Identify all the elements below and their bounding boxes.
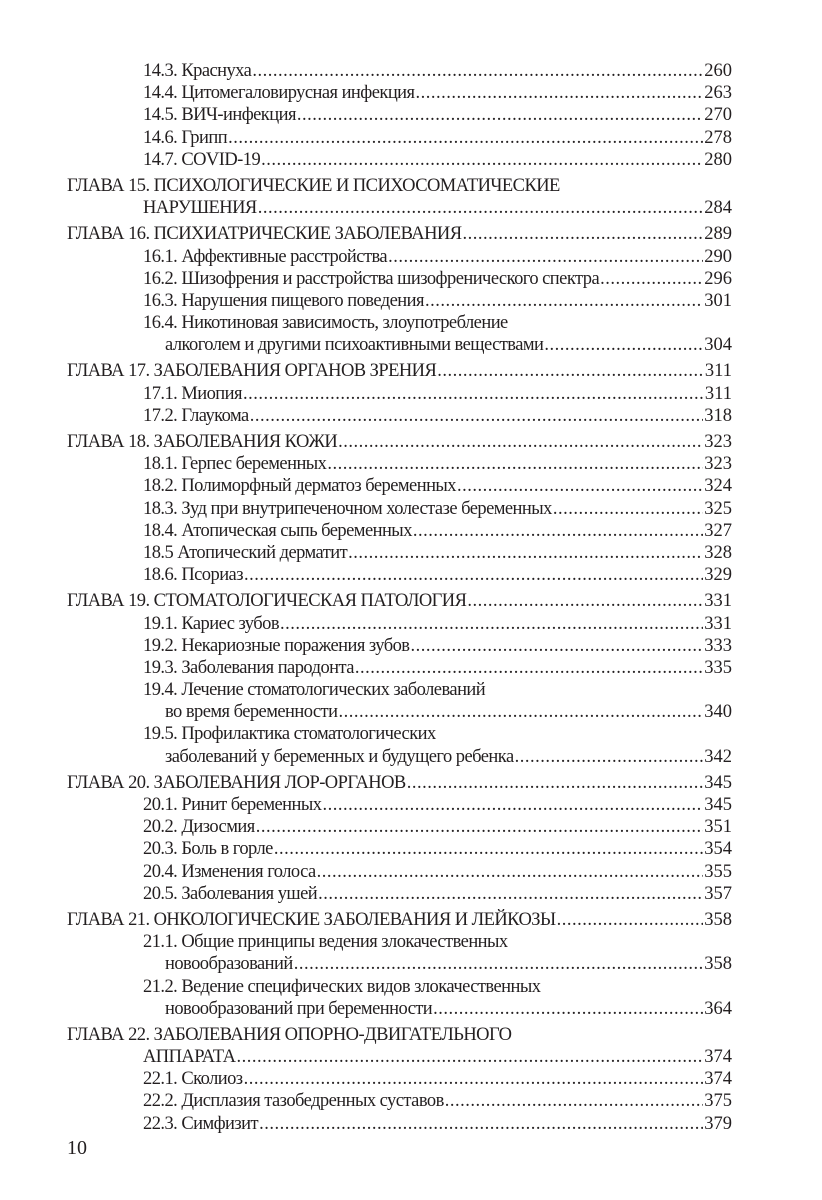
toc-title: 18.1. Герпес беременных: [143, 454, 327, 475]
toc-section-entry[interactable]: [67, 475, 732, 497]
toc-title: 18.5 Атопический дерматит: [143, 542, 348, 563]
dot-leader: [244, 1068, 704, 1090]
toc-chapter-entry[interactable]: [67, 223, 732, 245]
toc-title: 18.3. Зуд при внутрипеченочном холестазе беременных: [143, 498, 552, 519]
toc-page-number: 301: [704, 290, 732, 311]
toc-line: [67, 268, 732, 290]
dot-leader: [388, 246, 703, 268]
toc-line: [67, 564, 732, 586]
toc-page-number: 311: [704, 383, 732, 404]
toc-section-entry[interactable]: [67, 976, 732, 1020]
toc-page-number: 284: [704, 198, 732, 219]
table-of-contents: [67, 60, 732, 1135]
toc-title: 21.1. Общие принципы ведения злокачественных: [143, 932, 508, 953]
dot-leader: [410, 635, 703, 657]
toc-section-entry[interactable]: [67, 723, 732, 767]
toc-page-number: 324: [704, 476, 732, 497]
toc-title: 14.3. Краснуха: [143, 61, 252, 81]
toc-page-number: 358: [704, 954, 732, 975]
toc-title: 22.3. Симфизит: [143, 1113, 259, 1134]
toc-line: [67, 104, 732, 126]
toc-line: [67, 1046, 732, 1068]
toc-page-number: 289: [704, 224, 732, 245]
toc-title: 16.3. Нарушения пищевого поведения: [143, 290, 424, 311]
toc-section-entry[interactable]: [67, 405, 732, 427]
toc-title: 19.4. Лечение стоматологических заболеваний: [143, 680, 486, 701]
toc-title: 21.2. Ведение специфических видов злокачественных: [143, 976, 541, 997]
toc-title: ГЛАВА 17. ЗАБОЛЕВАНИЯ ОРГАНОВ ЗРЕНИЯ: [67, 361, 437, 382]
toc-chapter-entry[interactable]: [67, 772, 732, 794]
dot-leader: [544, 334, 703, 356]
toc-title: 22.1. Сколиоз: [143, 1069, 243, 1090]
dot-leader: [228, 127, 703, 149]
toc-chapter-entry[interactable]: [67, 909, 732, 931]
dot-leader: [261, 149, 703, 171]
toc-section-entry[interactable]: [67, 816, 732, 838]
toc-line-heading: [67, 723, 732, 745]
toc-line: [67, 998, 732, 1020]
dot-leader: [258, 197, 704, 219]
toc-section-entry[interactable]: [67, 883, 732, 905]
toc-line: [67, 909, 732, 931]
dot-leader: [280, 613, 703, 635]
dot-leader: [415, 82, 703, 104]
toc-page-number: 355: [704, 861, 732, 882]
toc-title: 20.3. Боль в горле: [143, 839, 273, 860]
toc-title: 16.4. Никотиновая зависимость, злоупотребление: [143, 313, 508, 334]
toc-line: [67, 360, 732, 382]
toc-page-number: 329: [704, 565, 732, 586]
toc-line: [67, 861, 732, 883]
dot-leader: [236, 1046, 703, 1068]
toc-title: ГЛАВА 20. ЗАБОЛЕВАНИЯ ЛОР-ОРГАНОВ: [67, 772, 406, 793]
toc-title: НАРУШЕНИЯ: [143, 198, 257, 219]
toc-chapter-entry[interactable]: [67, 431, 732, 453]
toc-page-number: 351: [704, 817, 732, 838]
toc-title: заболеваний у беременных и будущего ребенка: [165, 746, 514, 767]
toc-title: 20.4. Изменения голоса: [143, 861, 316, 882]
toc-line: [67, 453, 732, 475]
toc-section-entry[interactable]: [67, 383, 732, 405]
toc-section-entry[interactable]: [67, 82, 732, 104]
toc-title: 14.4. Цитомегаловирусная инфекция: [143, 83, 415, 104]
dot-leader: [457, 475, 703, 497]
toc-page-number: 318: [704, 405, 732, 426]
toc-line: [67, 794, 732, 816]
dot-leader: [250, 405, 704, 427]
toc-section-entry[interactable]: [67, 268, 732, 290]
toc-line: [67, 590, 732, 612]
toc-line: [67, 334, 732, 356]
toc-title: 16.2. Шизофрения и расстройства шизофренического спектра: [143, 268, 600, 289]
dot-leader: [259, 1113, 703, 1135]
toc-section-entry[interactable]: [67, 246, 732, 268]
dot-leader: [413, 520, 703, 542]
toc-line: [67, 383, 732, 405]
toc-line: [67, 127, 732, 149]
toc-line: [67, 223, 732, 245]
toc-line: [67, 475, 732, 497]
dot-leader: [407, 772, 704, 794]
toc-line-heading: [67, 679, 732, 701]
toc-title: 19.5. Профилактика стоматологических: [143, 724, 436, 745]
toc-section-entry[interactable]: [67, 861, 732, 883]
toc-section-entry[interactable]: [67, 564, 732, 586]
toc-page-number: 333: [704, 635, 732, 656]
toc-line: [67, 149, 732, 171]
toc-title: 20.5. Заболевания ушей: [143, 883, 318, 904]
toc-section-entry[interactable]: [67, 679, 732, 723]
dot-leader: [463, 223, 704, 245]
toc-title: новообразований: [165, 954, 293, 975]
toc-title: 19.3. Заболевания пародонта: [143, 657, 354, 678]
page-number: 10: [67, 1137, 87, 1159]
toc-line: [67, 657, 732, 679]
toc-page-number: 290: [704, 246, 732, 267]
toc-page-number: 374: [704, 1047, 732, 1068]
toc-section-entry[interactable]: [67, 60, 732, 82]
toc-line: [67, 542, 732, 564]
toc-section-entry[interactable]: [67, 290, 732, 312]
toc-line: [67, 701, 732, 723]
dot-leader: [515, 746, 704, 768]
toc-page-number: 323: [704, 454, 732, 475]
toc-section-entry[interactable]: [67, 149, 732, 171]
toc-line: [67, 82, 732, 104]
toc-page-number: 354: [704, 839, 732, 860]
toc-chapter-entry[interactable]: [67, 175, 732, 219]
dot-leader: [348, 542, 703, 564]
dot-leader: [256, 816, 704, 838]
toc-section-entry[interactable]: [67, 127, 732, 149]
toc-title: 19.1. Кариес зубов: [143, 613, 280, 634]
dot-leader: [445, 1090, 703, 1112]
dot-leader: [355, 657, 703, 679]
toc-page-number: 345: [704, 772, 732, 793]
toc-section-entry[interactable]: [67, 613, 732, 635]
toc-line: [67, 1090, 732, 1112]
dot-leader: [338, 701, 703, 723]
toc-page-number: 375: [704, 1091, 732, 1112]
toc-page-number: 342: [704, 746, 732, 767]
toc-title: 14.7. COVID-19: [143, 149, 261, 170]
toc-title: АППАРАТА: [143, 1047, 236, 1068]
toc-line: [67, 1068, 732, 1090]
toc-page-number: 331: [704, 613, 732, 634]
toc-line: [67, 838, 732, 860]
toc-chapter-entry[interactable]: [67, 360, 732, 382]
toc-page-number: 327: [704, 520, 732, 541]
toc-line: [67, 883, 732, 905]
toc-title: алкоголем и другими психоактивными веществами: [165, 335, 544, 356]
toc-line: [67, 498, 732, 520]
toc-title: 18.6. Псориаз: [143, 565, 243, 586]
toc-title: 18.4. Атопическая сыпь беременных: [143, 520, 412, 541]
toc-page-number: 340: [704, 702, 732, 723]
toc-page-number: 345: [704, 795, 732, 815]
toc-title: ГЛАВА 16. ПСИХИАТРИЧЕСКИЕ ЗАБОЛЕВАНИЯ: [67, 224, 462, 245]
dot-leader: [338, 431, 703, 453]
toc-title: ГЛАВА 19. СТОМАТОЛОГИЧЕСКАЯ ПАТОЛОГИЯ: [67, 591, 467, 612]
toc-line-heading: [67, 931, 732, 953]
toc-page-number: 325: [704, 498, 732, 519]
toc-line-heading: [67, 1024, 732, 1046]
dot-leader: [274, 838, 703, 860]
toc-page-number: 328: [704, 542, 732, 563]
toc-section-entry[interactable]: [67, 312, 732, 356]
toc-section-entry[interactable]: [67, 635, 732, 657]
toc-page-number: 280: [704, 149, 732, 170]
toc-page-number: 358: [704, 909, 732, 930]
toc-page-number: 335: [704, 657, 732, 678]
toc-line: [67, 520, 732, 542]
toc-line: [67, 60, 732, 82]
dot-leader: [294, 953, 704, 975]
toc-title: 22.2. Дисплазия тазобедренных суставов: [143, 1091, 444, 1112]
toc-title: 19.2. Некариозные поражения зубов: [143, 635, 410, 656]
dot-leader: [600, 268, 703, 290]
toc-section-entry[interactable]: [67, 1068, 732, 1090]
toc-title: ГЛАВА 21. ОНКОЛОГИЧЕСКИЕ ЗАБОЛЕВАНИЯ И ЛЕЙКОЗЫ: [67, 909, 556, 930]
toc-line: [67, 1113, 732, 1135]
toc-section-entry[interactable]: [67, 104, 732, 126]
toc-title: 20.1. Ринит беременных: [143, 795, 322, 815]
toc-title: 18.2. Полиморфный дерматоз беременных: [143, 476, 456, 497]
dot-leader: [244, 564, 703, 586]
toc-page-number: 270: [704, 105, 732, 126]
toc-title: ГЛАВА 18. ЗАБОЛЕВАНИЯ КОЖИ: [67, 432, 338, 452]
toc-line: [67, 431, 732, 453]
toc-page-number: 357: [704, 883, 732, 904]
toc-page-number: 364: [704, 998, 732, 1019]
toc-line: [67, 405, 732, 427]
dot-leader: [553, 498, 703, 520]
toc-line: [67, 246, 732, 268]
dot-leader: [318, 883, 703, 905]
toc-title: во время беременности: [165, 702, 338, 723]
toc-page-number: 263: [704, 83, 732, 104]
dot-leader: [317, 861, 704, 883]
dot-leader: [557, 909, 704, 931]
toc-page-number: 379: [704, 1113, 732, 1134]
toc-page-number: 296: [704, 268, 732, 289]
toc-title: 20.2. Дизосмия: [143, 817, 255, 838]
toc-page-number: 304: [704, 335, 732, 356]
toc-title: ГЛАВА 22. ЗАБОЛЕВАНИЯ ОПОРНО-ДВИГАТЕЛЬНОГО: [67, 1024, 512, 1045]
toc-section-entry[interactable]: [67, 657, 732, 679]
dot-leader: [252, 60, 703, 82]
toc-page-number: 311: [704, 361, 732, 382]
dot-leader: [437, 360, 704, 382]
dot-leader: [297, 104, 703, 126]
toc-page-number: 374: [704, 1069, 732, 1090]
dot-leader: [433, 998, 703, 1020]
toc-page-number: 278: [704, 127, 732, 148]
toc-section-entry[interactable]: [67, 498, 732, 520]
toc-section-entry[interactable]: [67, 931, 732, 975]
toc-chapter-entry[interactable]: [67, 1024, 732, 1068]
toc-line: [67, 772, 732, 794]
toc-page-number: 323: [704, 432, 732, 452]
toc-line: [67, 197, 732, 219]
toc-section-entry[interactable]: [67, 542, 732, 564]
toc-title: новообразований при беременности: [165, 998, 433, 1019]
toc-line-heading: [67, 976, 732, 998]
toc-line: [67, 953, 732, 975]
dot-leader: [425, 290, 703, 312]
dot-leader: [243, 383, 704, 405]
toc-section-entry[interactable]: [67, 453, 732, 475]
dot-leader: [327, 453, 703, 475]
toc-line: [67, 635, 732, 657]
toc-section-entry[interactable]: [67, 1090, 732, 1112]
toc-line-heading: [67, 175, 732, 197]
toc-line: [67, 746, 732, 768]
toc-line: [67, 290, 732, 312]
dot-leader: [322, 794, 703, 816]
toc-title: ГЛАВА 15. ПСИХОЛОГИЧЕСКИЕ И ПСИХОСОМАТИЧЕСКИЕ: [67, 175, 560, 196]
toc-section-entry[interactable]: [67, 1113, 732, 1135]
toc-page-number: 331: [704, 591, 732, 612]
toc-chapter-entry[interactable]: [67, 590, 732, 612]
toc-title: 14.6. Грипп: [143, 127, 228, 148]
toc-title: 16.1. Аффективные расстройства: [143, 246, 388, 267]
toc-line-heading: [67, 312, 732, 334]
toc-line: [67, 816, 732, 838]
toc-page-number: 260: [704, 61, 732, 81]
toc-title: 17.1. Миопия: [143, 383, 242, 404]
dot-leader: [467, 590, 703, 612]
toc-section-entry[interactable]: [67, 520, 732, 542]
toc-title: 17.2. Глаукома: [143, 405, 249, 426]
toc-section-entry[interactable]: [67, 838, 732, 860]
toc-line: [67, 613, 732, 635]
toc-title: 14.5. ВИЧ-инфекция: [143, 105, 296, 126]
toc-section-entry[interactable]: [67, 794, 732, 816]
